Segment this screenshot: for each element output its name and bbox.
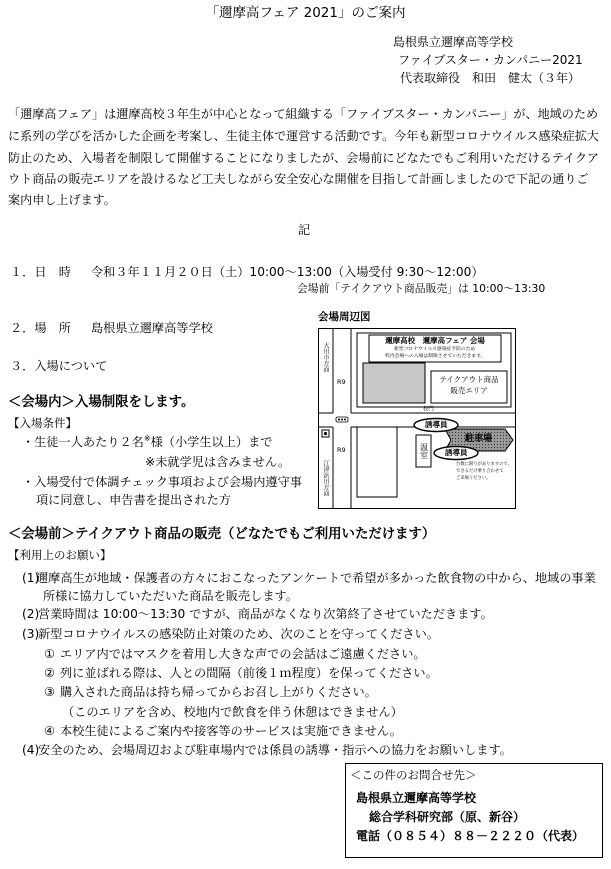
guide-label: 誘導員 <box>425 420 448 429</box>
route-label: R9 <box>337 446 346 454</box>
place-value: 島根県立邇摩高等学校 <box>91 321 213 335</box>
lower-grounds <box>357 427 397 497</box>
sender-representative: 代表取締役 和田 健太（３年） <box>400 71 581 85</box>
map-title: 会場周辺図 <box>318 311 371 323</box>
sub-item-text: 列に並ばれる際は、人との間隔（前後１ｍ程度）を保ってください。 <box>60 666 438 680</box>
condition-1-footnote: ※未就学児は含みません。 <box>145 455 291 469</box>
entry-conditions-heading: 【入場条件】 <box>8 416 77 430</box>
takeout-area-label: テイクアウト商品 <box>439 375 499 384</box>
sub-item-number: ② <box>44 666 55 680</box>
parking-notice-line: 台数に限りがありますので、 <box>456 461 513 467</box>
sub-item-text: 本校生徒によるご案内や接客等のサービスは実施できません。 <box>60 724 402 738</box>
takeout-area-label: 販売エリア <box>450 386 488 395</box>
traffic-signal-icon <box>336 417 348 422</box>
intro-line: ウト商品の販売エリアを設けるなど工夫しながら安全安心な開催を目指して計画しましたので下記の通りご <box>8 172 589 186</box>
condition-1-text: ・生徒一人あたり２名 <box>22 435 144 449</box>
intro-line: 案内申し上げます。 <box>8 193 116 207</box>
direction-gotsu-hamada: 江津浜田方面 <box>322 460 329 496</box>
sub-item-number: ④ <box>44 724 55 738</box>
entry-condition-2-line: ・入場受付で体調チェック事項および会場内遵守事 <box>22 475 302 489</box>
item-text-line: 所様に協力していただいた商品を販売します。 <box>43 589 298 603</box>
item-number: (1) <box>22 571 40 585</box>
landmark-icon <box>322 430 329 437</box>
datetime-value: 令和３年１１月２０日（土）10:00～13:00（入場受付 9:30～12:00） <box>91 265 484 279</box>
inside-heading: ＜会場内＞入場制限をします。 <box>8 395 195 410</box>
item-number: (3) <box>22 627 40 641</box>
entry-condition-2-line: 項に同意し、申告書を提出された方 <box>36 493 231 507</box>
contact-heading: ＜この件のお問合せ先＞ <box>350 768 477 782</box>
greenhouse-label: 温室 <box>419 443 429 459</box>
direction-oda: 大田市方面 <box>322 342 329 372</box>
place-label: ２．場 所 <box>10 321 71 335</box>
intro-line: 「邇摩高フェア」は邇摩高校３年生が中心となって組織する「ファイブスター・カンパニー」が、地域のため <box>8 107 599 121</box>
condition-1-text-end: 様（小学生以上）まで <box>150 435 273 449</box>
venue-area-map <box>318 328 516 509</box>
usage-requests-heading: 【利用上のお願い】 <box>8 548 112 562</box>
item-text-line: 邇摩高生が地域・保護者の方々におこなったアンケートで希望が多かった飲食物の中から、地域の事業 <box>36 571 596 585</box>
item-number: (2) <box>22 607 40 621</box>
item-text: 安全のため、会場周辺および駐車場内では係員の誘導・指示への協力をお願いします。 <box>38 743 512 757</box>
intro-line: 防止のため、入場者を制限して開催することになりましたが、会場前にどなたでもご利用いただけるテイクア <box>8 151 600 165</box>
sender-company: ファイブスター・カンパニー2021 <box>398 53 583 67</box>
guide-label: 誘導員 <box>445 448 468 457</box>
item-text: 新型コロナウイルスの感染防止対策のため、次のことを守ってください。 <box>38 627 439 641</box>
sub-item-text: 購入された商品は持ち帰ってからお召し上がりください。 <box>60 685 377 699</box>
map-venue-title: 邇摩高校 邇摩高フェア 会場 <box>385 336 485 345</box>
contact-box <box>345 763 603 858</box>
intro-line: に系列の学びを活かした企画を考案し、生徒主体で運営する活動です。今年も新型コロナウイルス感染症拡大 <box>8 129 599 143</box>
contact-department: 総合学科研究部（原、新谷） <box>369 810 526 824</box>
datetime-takeout-note: 会場前「テイクアウト商品販売」は 10:00～13:30 <box>297 282 546 295</box>
item-text: 営業時間は 10:00～13:30 ですが、商品がなくなり次第終了させていただきます。 <box>38 607 493 621</box>
parking-notice-line: できるだけ乗り合わせて <box>456 468 504 474</box>
document-title: 「邇摩高フェア 2021」のご案内 <box>205 5 406 21</box>
contact-phone: 電話（０８５４）８８－２２２０（代表） <box>356 829 585 843</box>
school-gate-label: 校門 <box>423 406 434 413</box>
sub-item-note: （このエリアを含め、校地内で飲食を伴う休憩はできません） <box>62 705 403 719</box>
entry-condition-1 <box>22 435 272 450</box>
sender-school: 島根県立邇摩高等学校 <box>393 35 514 49</box>
parking-notice-line: ご来場ください。 <box>456 475 491 481</box>
footnote-mark: ※ <box>143 433 151 443</box>
map-venue-notice-line: 新型コロナウイルス感染症予防のため <box>394 346 476 352</box>
map-venue-notice-line: 校内会場への入場は制限させていただきます。 <box>385 352 486 359</box>
route-label: R9 <box>337 378 346 386</box>
sub-item-number: ① <box>44 647 55 661</box>
entry-label: ３．入場について <box>10 359 108 373</box>
ki-marker: 記 <box>298 223 311 237</box>
parking-label: 駐車場 <box>465 434 493 444</box>
contact-school: 島根県立邇摩高等学校 <box>356 791 477 805</box>
sub-item-text: エリア内ではマスクを着用し大きな声での会話はご遠慮ください。 <box>60 647 426 661</box>
item-number: (4) <box>22 743 40 757</box>
outside-heading: ＜会場前＞テイクアウト商品の販売（どなたでもご利用いただけます） <box>8 527 436 542</box>
school-building <box>363 363 425 403</box>
datetime-label: １．日 時 <box>10 265 71 279</box>
sub-item-number: ③ <box>44 685 55 699</box>
